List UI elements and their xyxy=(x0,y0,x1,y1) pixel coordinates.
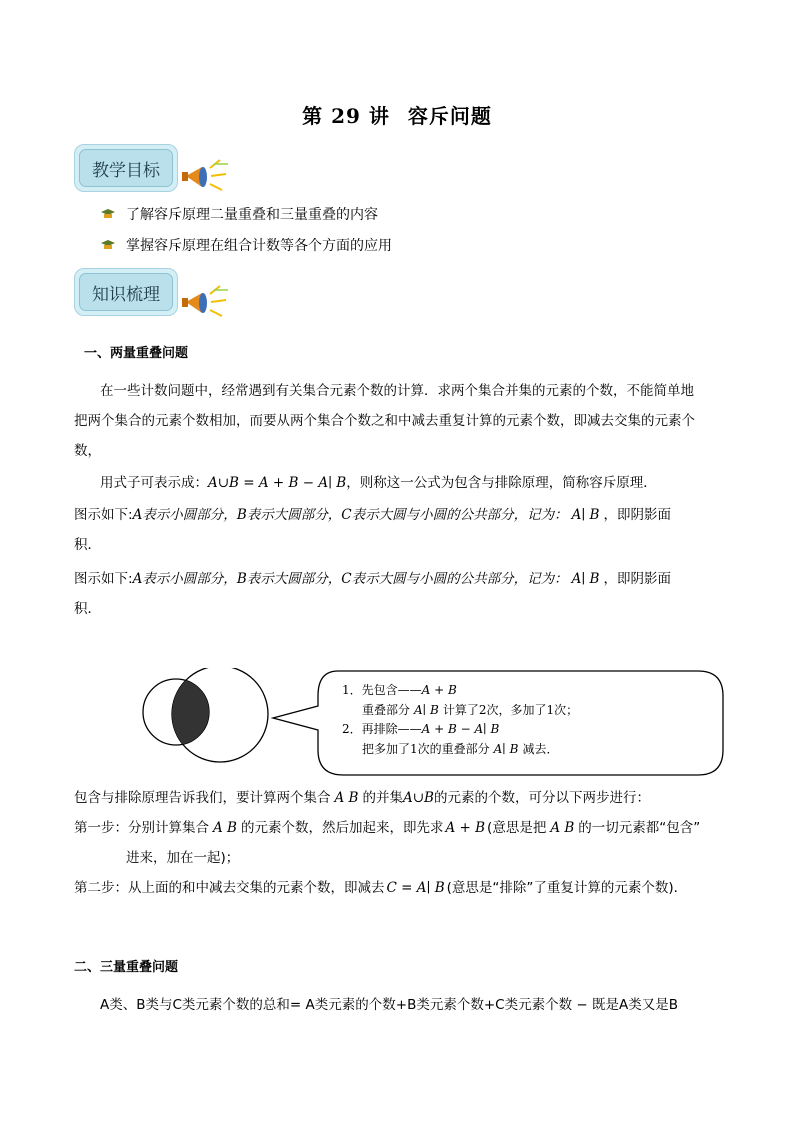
megaphone-icon xyxy=(180,156,232,196)
paragraph-formula: 用式子可表示成：A∪B = A + B − A∣ B，则称这一公式为包含与排除原理，简称容斥原理． xyxy=(100,475,657,491)
paragraph-intro: 在一些计数问题中，经常遇到有关集合元素个数的计算．求两个集合并集的元素的个数，不能简单地 把两个集合的元素个数相加，而要从两个集合个数之和中减去重复计算的元素个数，即减去交集的元素个 数， xyxy=(74,383,695,459)
section-badge-knowledge xyxy=(74,268,178,316)
paragraph-figure-desc: 图示如下:A表示小圆部分，B表示大圆部分，C表示大圆与小圆的公共部分，记为： A∣ B ，即阴影面 积． xyxy=(74,571,671,617)
section-badge-goals xyxy=(74,144,178,192)
step-two: 第二步：从上面的和中减去交集的元素个数，即减去 C = A∣ B (意思是“排除”了重复计算的元素个数)． xyxy=(74,880,688,896)
venn-diagram xyxy=(140,668,275,778)
badge-label: 知识梳理 xyxy=(79,273,173,311)
graduation-cap-icon xyxy=(100,207,116,221)
paragraph-three-sets: A类、B类与C类元素个数的总和= A类元素的个数+B类元素个数+C类元素个数 − 既是A类又是B xyxy=(100,997,678,1013)
paragraph-figure-desc: 图示如下:A表示小圆部分，B表示大圆部分，C表示大圆与小圆的公共部分，记为： A∣ B ，即阴影面 积． xyxy=(74,507,671,553)
section-heading: 二、三量重叠问题 xyxy=(74,960,179,975)
page-title xyxy=(0,100,794,129)
badge-label: 教学目标 xyxy=(79,149,173,187)
lecture-number: 第 29 讲 xyxy=(302,104,390,128)
section-heading: 一、两量重叠问题 xyxy=(84,346,189,361)
formula: A∪B = A + B − A∣ B xyxy=(208,475,347,491)
graduation-cap-icon xyxy=(100,238,116,252)
steps-block: 包含与排除原理告诉我们，要计算两个集合 A B 的并集A∪B的元素的个数，可分以下两步进行： 第一步：分别计算集合 A B 的元素个数，然后加起来，即先求 A + B (意思是把 A B 的一切元素都“包含” 进来，加在一起)； 第二步：从上面的和中减去交集的元素个数，即减去 C = A∣ B (意思是“排除”了重复计算的元素个数)． xyxy=(74,783,734,903)
goal-item: 掌握容斥原理在组合计数等各个方面的应用 xyxy=(100,235,392,255)
steps-intro: 包含与排除原理告诉我们，要计算两个集合 A B 的并集A∪B的元素的个数，可分以下两步进行： xyxy=(74,790,650,806)
step-one: 第一步：分别计算集合 A B 的元素个数，然后加起来，即先求 A + B (意思是把 A B 的一切元素都“包含” xyxy=(74,820,701,836)
callout-text: 1．先包含——A + B 重叠部分 A∣ B 计算了2次，多加了1次； 2．再排除——A + B − A∣ B 把多加了1次的重叠部分 A∣ B 减去． xyxy=(342,683,579,756)
megaphone-icon xyxy=(180,282,232,322)
goal-item: 了解容斥原理二量重叠和三量重叠的内容 xyxy=(100,204,378,224)
lecture-topic: 容斥问题 xyxy=(407,104,492,128)
